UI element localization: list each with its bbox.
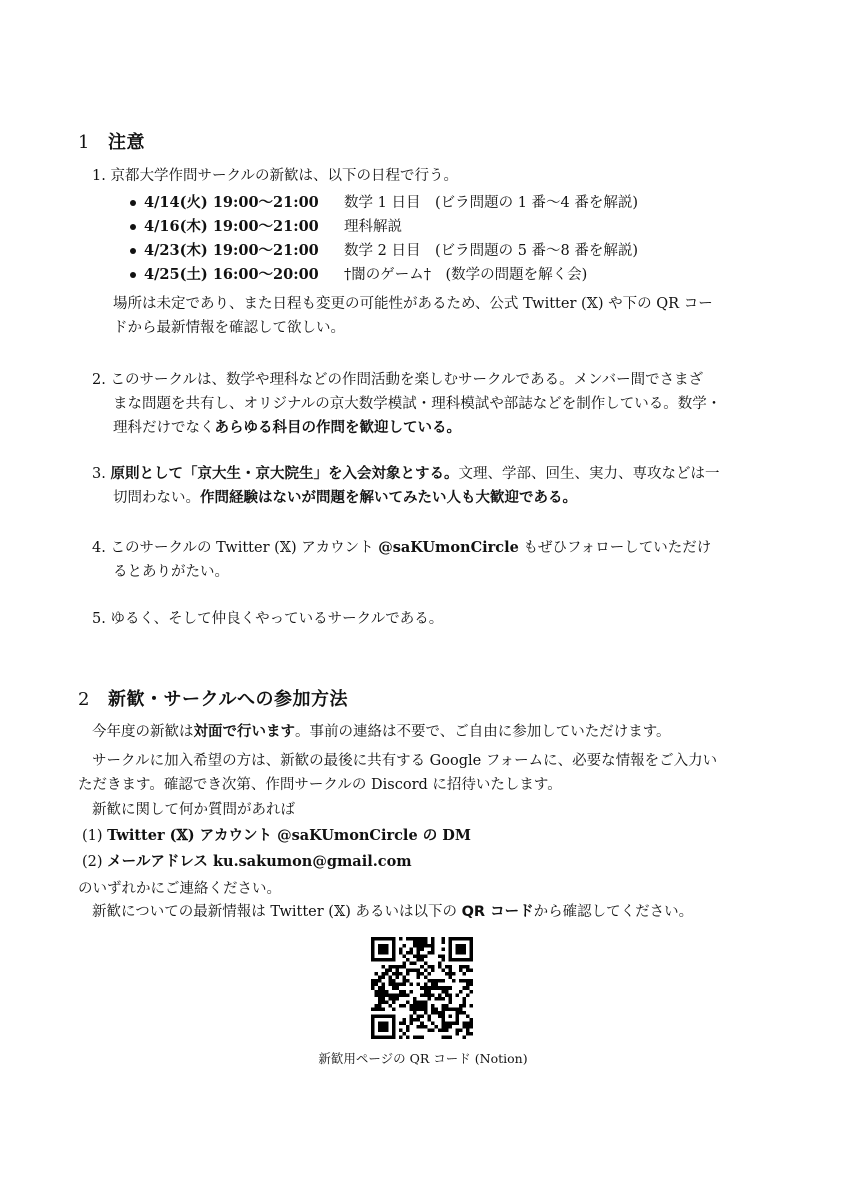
twitter-handle: @saKUmonCircle — [378, 539, 519, 556]
contact-email: メールアドレス ku.sakumon@gmail.com — [107, 853, 412, 870]
schedule-date: 4/25(土) 16:00〜20:00 — [144, 266, 319, 283]
schedule-desc: 数学 1 日目 (ビラ問題の 1 番〜4 番を解説) — [344, 195, 639, 211]
emphasis-text: QR コード — [461, 904, 534, 920]
contact-item-1 — [82, 826, 471, 846]
paragraph: 新歓に関して何か質問があれば — [92, 802, 295, 818]
paragraph: ただきます。確認でき次第、作問サークルの Discord に招待いたします。 — [78, 777, 562, 793]
bullet-icon — [130, 200, 136, 206]
list-item-1 — [92, 166, 458, 186]
list-marker: 2. — [92, 372, 106, 388]
list-item-text: まな問題を共有し、オリジナルの京大数学模試・理科模試や部誌などを制作している。数学・ — [113, 396, 722, 412]
list-marker: 3. — [92, 466, 106, 482]
list-item-text — [113, 488, 577, 508]
plain-text: このサークルの Twitter (𝕏) アカウント — [110, 540, 379, 556]
contact-item-2 — [82, 852, 412, 872]
schedule-desc: 理科解説 — [344, 219, 402, 235]
schedule-desc: 数学 2 日目 (ビラ問題の 5 番〜8 番を解説) — [344, 243, 639, 259]
list-item-text: るとありがたい。 — [113, 564, 229, 580]
bullet-icon — [130, 248, 136, 254]
emphasis-text: 作問経験はないが問題を解いてみたい人も大歓迎である。 — [200, 490, 577, 506]
emphasis-text: 対面で行います — [193, 724, 295, 740]
plain-text: 。事前の連絡は不要で、ご自由に参加していただけます。 — [295, 724, 671, 740]
list-marker: 5. — [92, 611, 106, 627]
paragraph: のいずれかにご連絡ください。 — [78, 881, 281, 897]
list-item-5 — [92, 609, 443, 629]
schedule-date: 4/16(木) 19:00〜21:00 — [144, 218, 319, 235]
list-marker: (1) — [82, 828, 103, 844]
contact-twitter: Twitter (𝕏) アカウント @saKUmonCircle の DM — [107, 827, 471, 844]
emphasis-text: 原則として「京大生・京大院生」を入会対象とする。 — [110, 466, 459, 482]
schedule-date: 4/23(木) 19:00〜21:00 — [144, 242, 319, 259]
list-item-text: 京都大学作問サークルの新歓は、以下の日程で行う。 — [110, 168, 459, 184]
plain-text: 切問わない。 — [113, 490, 200, 506]
section-number: 2 — [78, 689, 90, 710]
list-item-text: ゆるく、そして仲良くやっているサークルである。 — [110, 611, 444, 627]
plain-text: 今年度の新歓は — [92, 724, 194, 740]
section-title: 注意 — [108, 132, 145, 153]
list-item-3 — [92, 464, 719, 484]
schedule-item — [130, 241, 638, 261]
paragraph: サークルに加入希望の方は、新歓の最後に共有する Google フォームに、必要な情報をご入力い — [92, 753, 718, 769]
schedule-item — [130, 193, 638, 213]
list-marker: 4. — [92, 540, 106, 556]
plain-text: 文理、学部、回生、実力、専攻などは一 — [458, 466, 720, 482]
schedule-desc: †闇のゲーム† (数学の問題を解く会) — [344, 267, 588, 283]
qr-code-image[interactable] — [371, 937, 473, 1039]
schedule-date: 4/14(火) 19:00〜21:00 — [144, 194, 319, 211]
plain-text: から確認してください。 — [533, 904, 694, 920]
list-item-text — [113, 418, 461, 438]
schedule-item — [130, 217, 402, 237]
plain-text: 新歓についての最新情報は Twitter (𝕏) あるいは以下の — [92, 904, 462, 920]
paragraph — [92, 902, 693, 922]
section-2-heading — [78, 685, 348, 711]
note-text: 場所は未定であり、また日程も変更の可能性があるため、公式 Twitter (𝕏) や下の QR コー — [113, 296, 713, 312]
plain-text: 理科だけでなく — [113, 420, 215, 436]
list-marker: (2) — [82, 854, 103, 870]
bullet-icon — [130, 272, 136, 278]
section-1-heading — [78, 128, 145, 154]
plain-text: もぜひフォローしていただけ — [518, 540, 712, 556]
list-item-4 — [92, 538, 711, 558]
schedule-item — [130, 265, 587, 285]
bullet-icon — [130, 224, 136, 230]
qr-caption: 新歓用ページの QR コード (Notion) — [318, 1051, 528, 1066]
list-item-2 — [92, 370, 703, 390]
emphasis-text: あらゆる科目の作問を歓迎している。 — [214, 420, 461, 436]
section-number: 1 — [78, 132, 90, 153]
note-text: ドから最新情報を確認して欲しい。 — [113, 320, 345, 336]
list-item-text: このサークルは、数学や理科などの作問活動を楽しむサークルである。メンバー間でさまざ — [110, 372, 704, 388]
list-marker: 1. — [92, 168, 106, 184]
section-title: 新歓・サークルへの参加方法 — [108, 689, 348, 710]
paragraph — [92, 722, 671, 742]
